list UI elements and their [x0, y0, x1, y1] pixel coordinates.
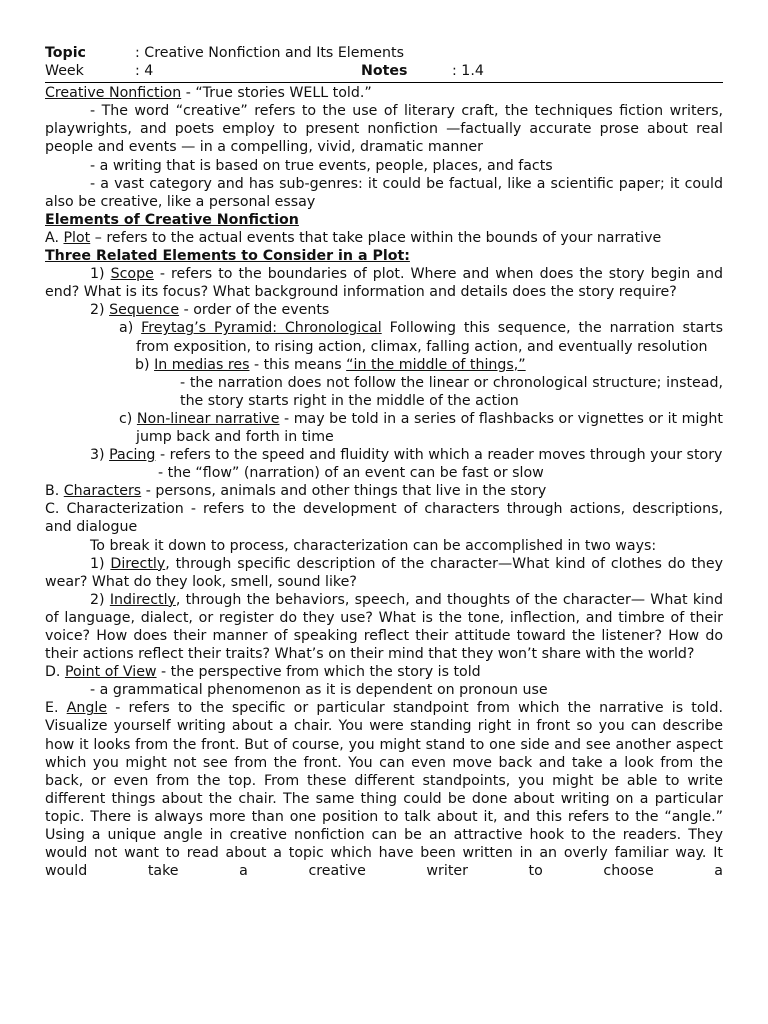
header-topic-row: [45, 44, 723, 62]
angle-item: [45, 699, 723, 880]
week-label: Week: [45, 63, 84, 80]
scope-def: - refers to the boundaries of plot. Where and when does the story begin and end? What is its focus? What background information and details does the story require?: [45, 266, 723, 301]
characterization-direct: [45, 555, 723, 591]
characterization-intro: To break it down to process, characterization can be accomplished in two ways:: [90, 537, 657, 554]
cnf-definition: [45, 84, 723, 102]
pacing-def: - refers to the speed and fluidity with which a reader moves through your story: [155, 447, 723, 464]
sequence-b-mid: - this means: [249, 356, 347, 373]
topic-label: Topic: [45, 45, 86, 61]
document-page: [45, 44, 723, 880]
sequence-c-item: [45, 410, 723, 446]
indirect-prefix: 2): [90, 591, 110, 608]
sequence-c-term: Non-linear narrative: [136, 410, 280, 427]
elements-heading: Elements of Creative Nonfiction: [45, 211, 299, 228]
pacing-prefix: 3): [90, 447, 110, 464]
cnf-term: Creative Nonfiction: [45, 85, 182, 102]
angle-prefix: E.: [45, 700, 67, 717]
sequence-b-quote: “in the middle of things,”: [346, 356, 526, 373]
characters-prefix: B.: [45, 483, 64, 500]
three-elements-heading: Three Related Elements to Consider in a Plot:: [45, 248, 410, 265]
pacing-term: Pacing: [109, 447, 156, 464]
scope-item: [45, 265, 723, 301]
pov-term: Point of View: [64, 664, 157, 681]
pacing-sub: - the “flow” (narration) of an event can be fast or slow: [158, 465, 544, 482]
header-week-row: [45, 62, 723, 80]
characters-term: Characters: [63, 483, 142, 500]
sequence-a-term: Freytag’s Pyramid: Chronological: [141, 320, 382, 337]
sequence-a-prefix: a): [119, 320, 142, 337]
direct-term: Directly: [110, 555, 166, 572]
scope-term: Scope: [110, 266, 154, 283]
cnf-paragraph-1: - The word “creative” refers to the use of literary craft, the techniques fiction writers, playwrights, and poets employ to present nonfiction —factually accurate prose about real people and events — in a compelling, vivid, dramatic manner: [45, 103, 723, 156]
cnf-def: - “True stories WELL told.”: [181, 85, 372, 102]
sequence-item: [90, 301, 723, 319]
angle-def: - refers to the specific or particular standpoint from which the narrative is told. Visualize yourself writing about a chair. You were standing right in front so you can describe how it looks from the front. But of course, you might stand to one side and see another aspect which you might not see from the front. You can even move back and take a look from the back, or even from the top. From these different standpoints, you might be able to write different things about the chair. The same thing could be done about writing on a particular topic. There is always more than one position to talk about it, and this refers to the “angle.” Using a unique angle in creative nonfiction can be an attractive hook to the readers. They would not want to read about a topic which have been written in an overly familiar way. It would take a creative writer to choose a: [45, 700, 723, 880]
sequence-a-item: [45, 319, 723, 355]
notes-value: : 1.4: [452, 63, 484, 80]
cnf-paragraph-2: - a writing that is based on true events, people, places, and facts: [90, 157, 553, 174]
indirect-def: , through the behaviors, speech, and thoughts of the character— What kind of language, dialect, or register do they use? What is the tone, inflection, and timbre of their voice? How does their manner of speaking reflect their attitude toward the listener? How do their actions reflect their traits? What’s on their mind that they won’t share with the world?: [45, 591, 723, 663]
week-value: : 4: [135, 63, 154, 80]
pov-prefix: D.: [45, 664, 65, 681]
direct-def: , through specific description of the character—What kind of clothes do they wear? What do they look, smell, sound like?: [45, 555, 723, 590]
pacing-item: [45, 446, 723, 464]
sequence-b-item: [135, 356, 723, 374]
indirect-term: Indirectly: [109, 591, 176, 608]
cnf-paragraph-3: - a vast category and has sub-genres: it could be factual, like a scientific paper; it could also be creative, like a personal essay: [45, 175, 723, 210]
pov-def: - the perspective from which the story is told: [156, 664, 481, 681]
sequence-term: Sequence: [109, 302, 180, 319]
characterization-indirect: [45, 591, 723, 663]
topic-value: : Creative Nonfiction and Its Elements: [135, 45, 404, 61]
characters-item: [45, 482, 723, 500]
scope-prefix: 1): [90, 266, 111, 283]
characters-def: - persons, animals and other things that live in the story: [141, 483, 547, 500]
header-divider: [45, 82, 723, 83]
sequence-b-prefix: b): [135, 356, 155, 373]
sequence-b-sub: - the narration does not follow the linear or chronological structure; instead, the story starts right in the middle of the action: [180, 374, 723, 409]
plot-def: – refers to the actual events that take place within the bounds of your narrative: [90, 229, 662, 246]
plot-prefix: A.: [45, 229, 64, 246]
pov-sub: - a grammatical phenomenon as it is dependent on pronoun use: [90, 682, 548, 699]
plot-term: Plot: [63, 229, 91, 246]
sequence-c-prefix: c): [119, 410, 137, 427]
sequence-a-def: Following this sequence, the narration starts from exposition, to rising action, climax, falling action, and eventually resolution: [136, 320, 723, 355]
characterization-item: C. Characterization - refers to the development of characters through actions, descriptions, and dialogue: [45, 501, 723, 536]
pov-item: [45, 663, 723, 681]
plot-item: [45, 229, 723, 247]
sequence-def: - order of the events: [179, 302, 330, 319]
notes-label: Notes: [361, 63, 408, 80]
angle-term: Angle: [66, 700, 108, 717]
sequence-c-def: - may be told in a series of flashbacks or vignettes or it might jump back and forth in time: [136, 410, 723, 445]
sequence-b-term: In medias res: [154, 356, 250, 373]
sequence-prefix: 2): [90, 302, 110, 319]
direct-prefix: 1): [90, 555, 111, 572]
